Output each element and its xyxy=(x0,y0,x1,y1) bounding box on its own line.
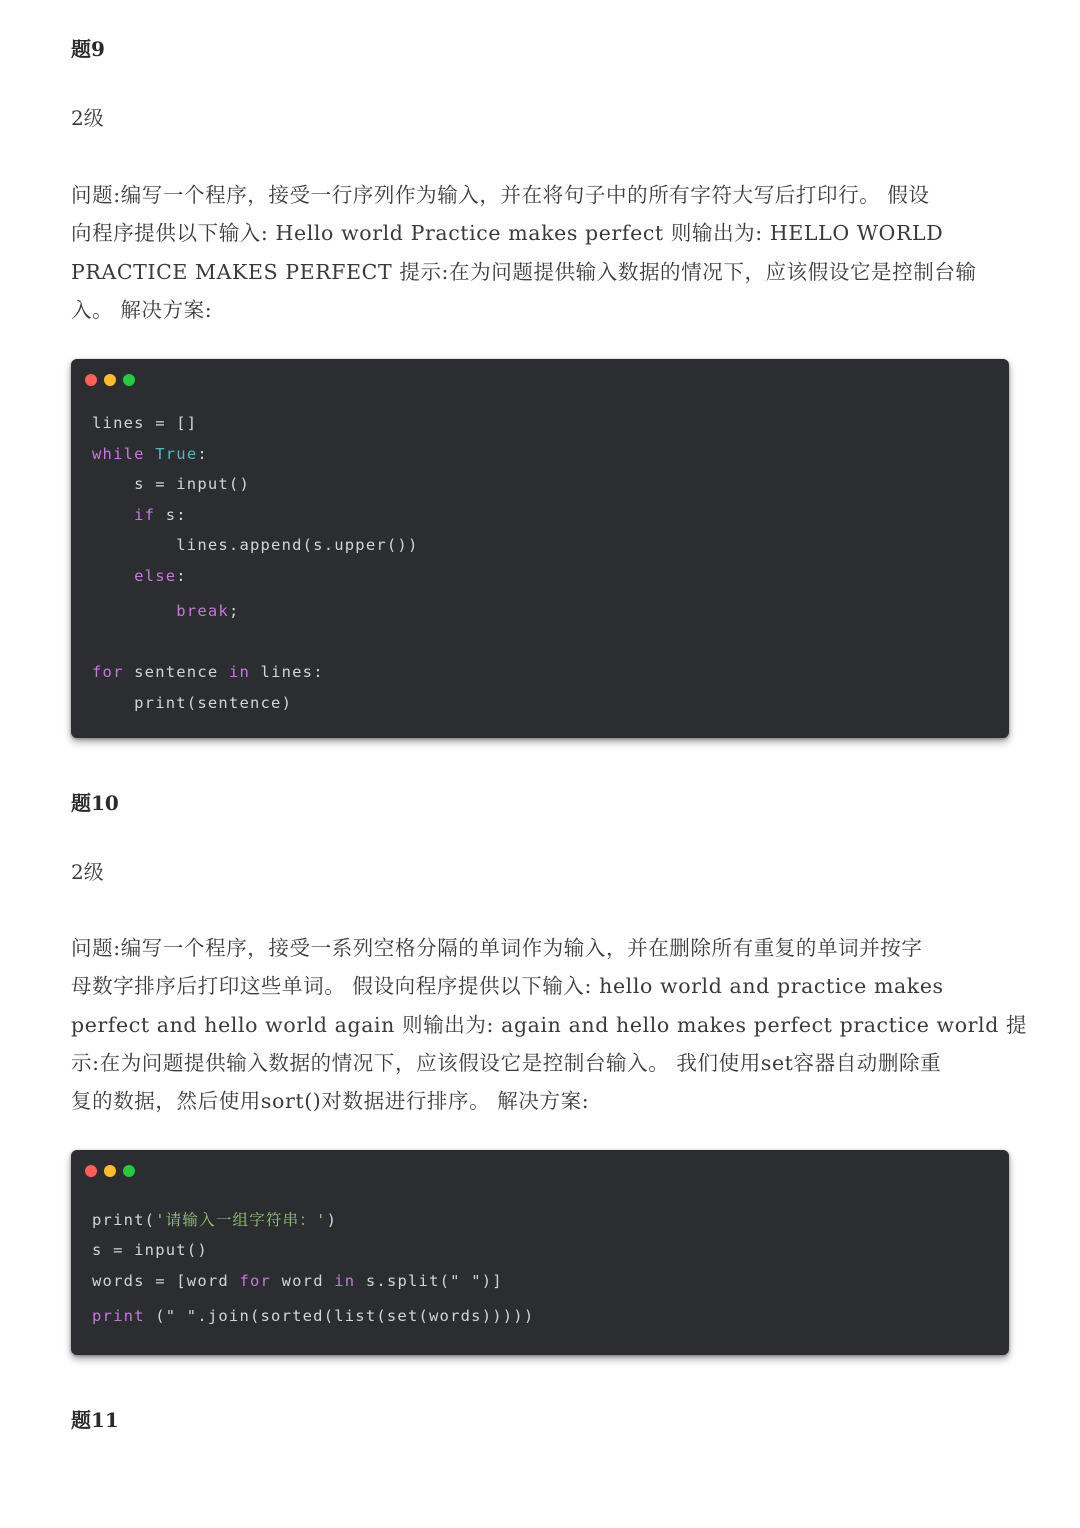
description-line: 问题:编写一个程序，接受一行序列作为输入，并在将句子中的所有字符大写后打印行。 假设 xyxy=(71,183,930,207)
code-token: : xyxy=(176,567,187,585)
question-10-description xyxy=(71,929,1028,1120)
code-token: s.split(" ")] xyxy=(355,1272,503,1290)
code-token: (" ".join(sorted(list(set(words))))) xyxy=(144,1307,535,1325)
code-token: ) xyxy=(326,1211,338,1229)
close-dot-icon xyxy=(85,374,97,386)
code-line xyxy=(92,1240,208,1260)
code-line xyxy=(92,566,187,586)
code-block-question-10 xyxy=(71,1150,1009,1355)
code-token: else xyxy=(134,567,177,585)
code-token: for xyxy=(92,663,124,681)
code-line xyxy=(92,1210,337,1230)
window-controls xyxy=(85,1165,135,1177)
code-token: lines = [] xyxy=(92,414,198,432)
code-token: lines: xyxy=(250,663,324,681)
code-line xyxy=(92,1306,534,1326)
code-token xyxy=(145,445,156,463)
code-line xyxy=(92,505,187,525)
code-token: '请输入一组字符串：' xyxy=(155,1211,327,1229)
minimize-dot-icon xyxy=(104,374,116,386)
description-line: 入。 解决方案: xyxy=(71,297,213,322)
description-line: 复的数据，然后使用sort()对数据进行排序。 解决方案: xyxy=(71,1089,590,1114)
code-token: print(sentence) xyxy=(92,694,293,712)
maximize-dot-icon xyxy=(123,374,135,386)
code-token: sentence xyxy=(123,663,229,681)
code-token xyxy=(92,602,176,620)
code-token: : xyxy=(197,445,208,463)
minimize-dot-icon xyxy=(104,1165,116,1177)
code-token: print( xyxy=(92,1211,156,1229)
code-token: if xyxy=(134,506,156,524)
description-line: perfect and hello world again 则输出为: again and hello makes perfect practice world 提 xyxy=(71,1012,1028,1037)
question-9-description xyxy=(71,176,1009,329)
code-token: True xyxy=(155,445,198,463)
code-token: s: xyxy=(155,506,187,524)
description-line: 问题:编写一个程序，接受一系列空格分隔的单词作为输入，并在删除所有重复的单词并按字 xyxy=(71,936,923,960)
code-token: print xyxy=(92,1307,145,1325)
code-line xyxy=(92,474,250,494)
question-10-heading: 题10 xyxy=(71,791,119,815)
code-block-question-9 xyxy=(71,359,1009,738)
question-9-level: 2级 xyxy=(71,106,104,130)
code-token: ; xyxy=(228,602,240,620)
code-token: word xyxy=(271,1272,335,1290)
code-token: s = input() xyxy=(92,475,250,493)
code-token: in xyxy=(228,663,251,681)
code-token: s = input() xyxy=(92,1241,208,1259)
code-token: in xyxy=(334,1272,356,1290)
window-controls xyxy=(85,374,135,386)
description-line: PRACTICE MAKES PERFECT 提示:在为问题提供输入数据的情况下，应该假设它是控制台输 xyxy=(71,259,977,284)
question-10-level: 2级 xyxy=(71,860,104,884)
code-token: break xyxy=(176,602,229,620)
code-token xyxy=(92,506,134,524)
question-11-heading: 题11 xyxy=(71,1408,119,1432)
question-9-heading: 题9 xyxy=(71,37,105,61)
description-line: 向程序提供以下输入: Hello world Practice makes perfect 则输出为: HELLO WORLD xyxy=(71,221,944,246)
maximize-dot-icon xyxy=(123,1165,135,1177)
code-line xyxy=(92,413,197,433)
code-token xyxy=(92,567,134,585)
code-token: for xyxy=(239,1272,272,1290)
code-line xyxy=(92,535,419,555)
code-line xyxy=(92,662,324,682)
code-line xyxy=(92,601,239,621)
close-dot-icon xyxy=(85,1165,97,1177)
code-line xyxy=(92,693,292,713)
description-line: 母数字排序后打印这些单词。 假设向程序提供以下输入: hello world and practice makes xyxy=(71,974,944,999)
code-token: while xyxy=(92,445,145,463)
code-token: lines.append(s.upper()) xyxy=(92,536,419,554)
code-line xyxy=(92,1271,503,1291)
code-line xyxy=(92,444,208,464)
code-token: words = [word xyxy=(92,1272,240,1290)
description-line: 示:在为问题提供输入数据的情况下，应该假设它是控制台输入。 我们使用set容器自动删除重 xyxy=(71,1050,942,1075)
